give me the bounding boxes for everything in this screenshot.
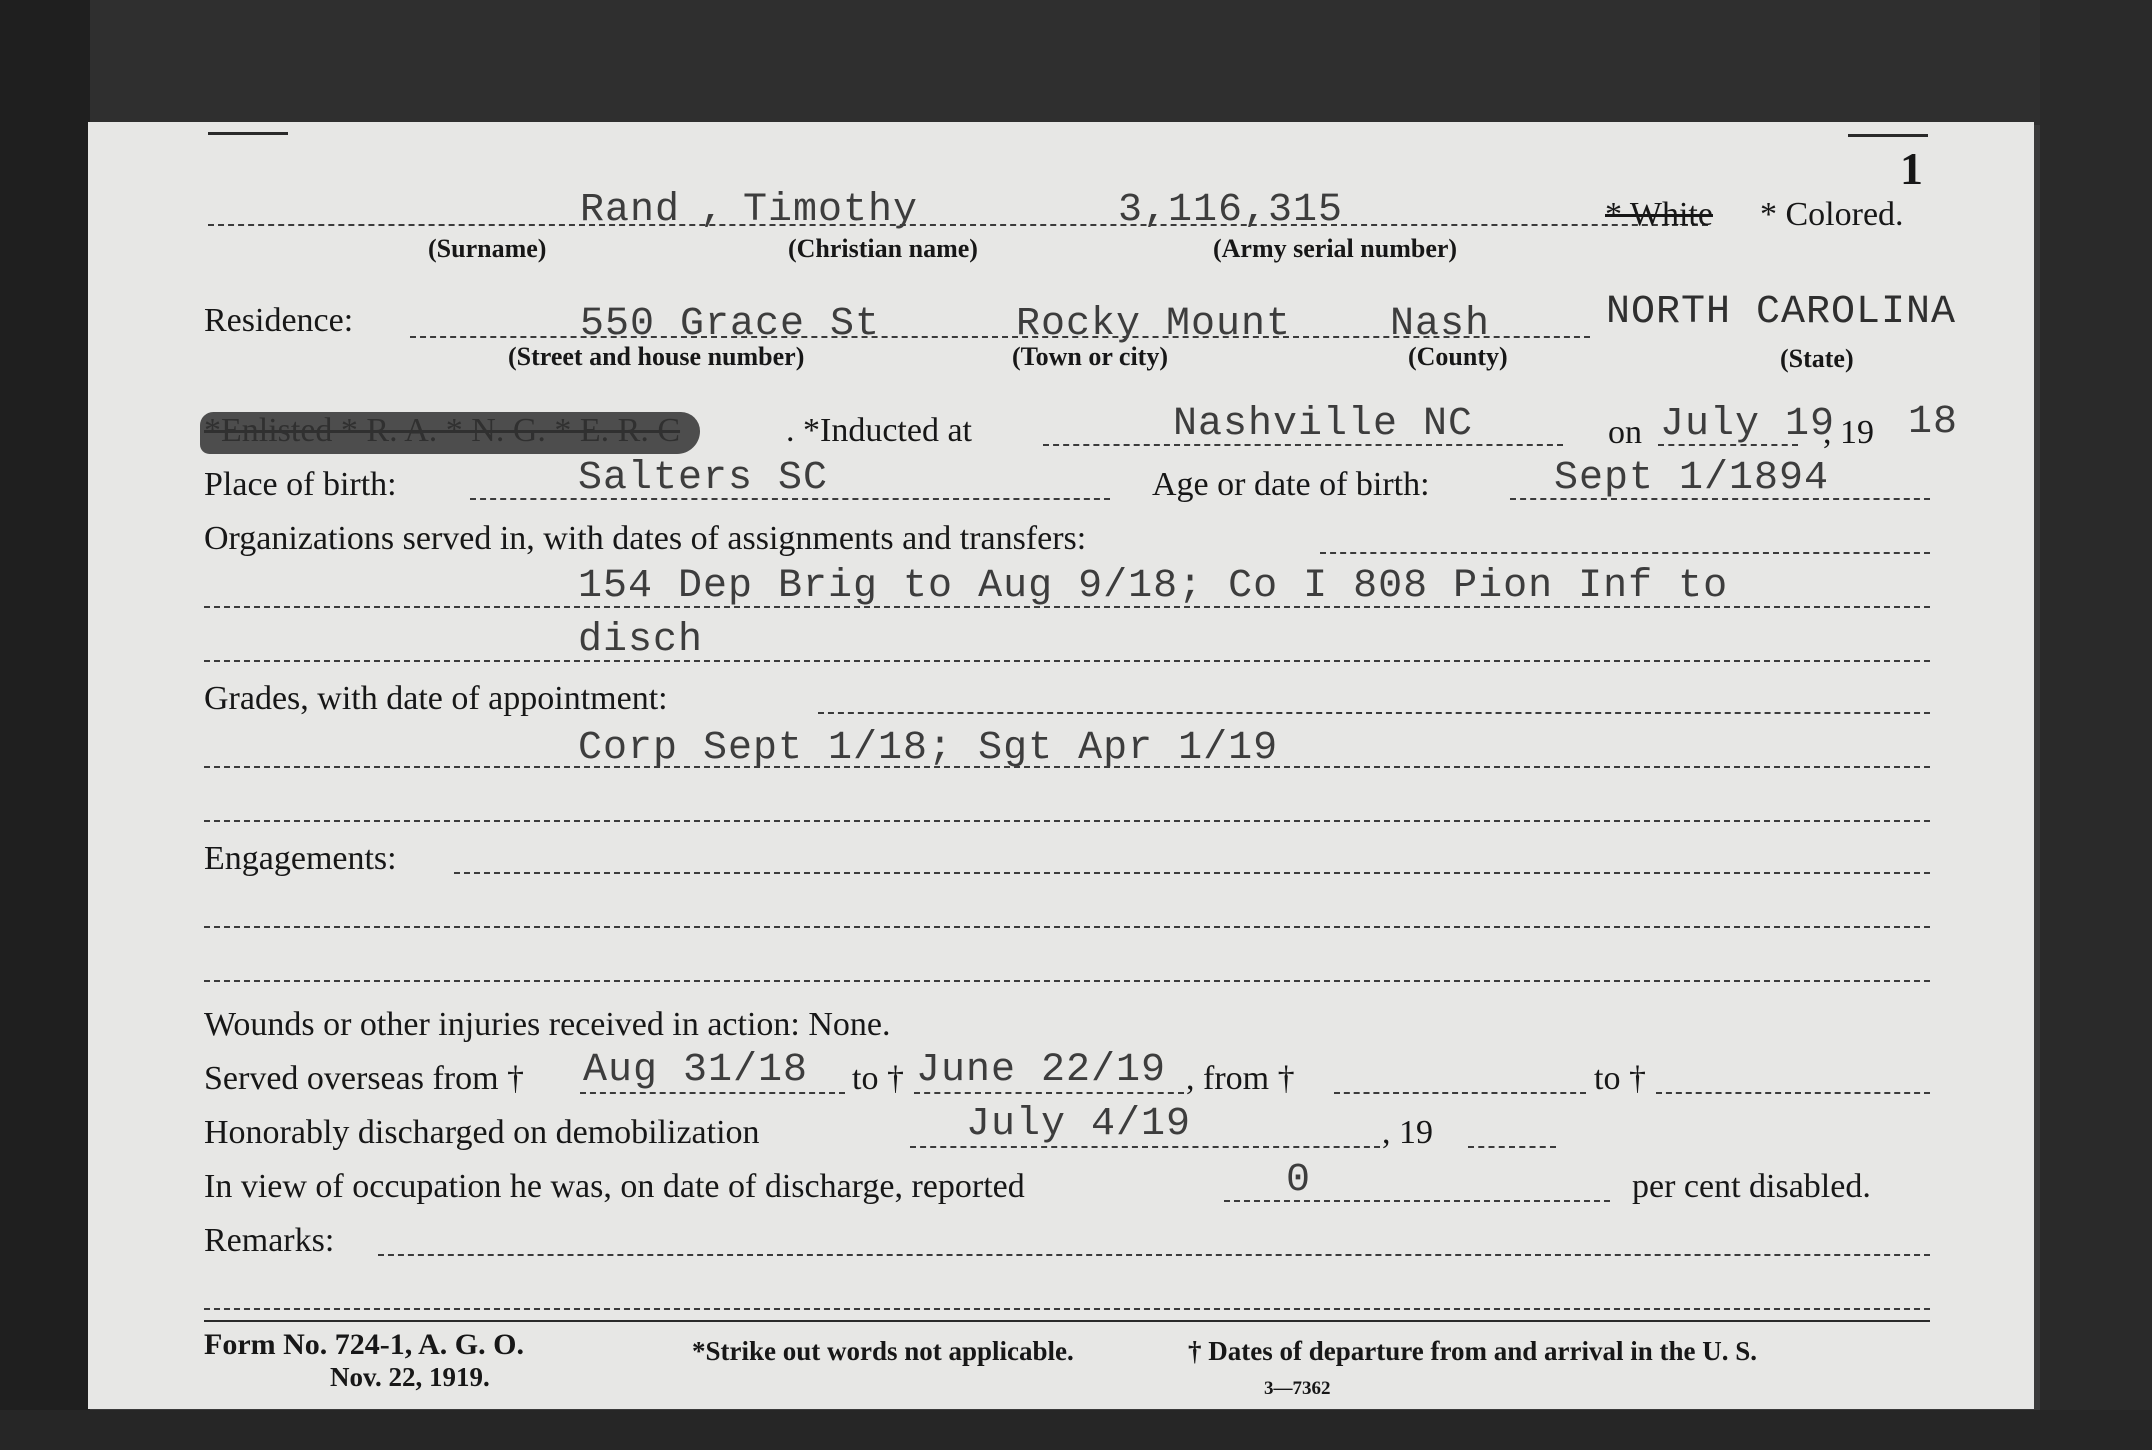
street-caption: (Street and house number) — [508, 342, 805, 371]
discharge-year-line — [1468, 1146, 1556, 1148]
serial-number-caption: (Army serial number) — [1213, 234, 1458, 263]
overseas-to-label: to † — [852, 1060, 904, 1097]
grades-line-2 — [204, 820, 1930, 822]
overseas-from2-line — [1334, 1092, 1586, 1094]
disability-line — [1224, 1200, 1610, 1202]
serial-number-value: 3,116,315 — [1118, 188, 1344, 233]
scanner-background-bottom — [0, 1410, 2152, 1450]
strike-out-note: *Strike out words not applicable. — [692, 1336, 1074, 1366]
organizations-line-2 — [204, 660, 1930, 662]
grades-text-1: Corp Sept 1/18; Sgt Apr 1/19 — [578, 726, 1279, 771]
town-value: Rocky Mount — [1016, 302, 1292, 347]
scanner-background-top — [0, 0, 2152, 125]
scanner-background-right — [2040, 0, 2152, 1450]
discharge-label: Honorably discharged on demobilization — [204, 1114, 760, 1151]
surname-comma: , — [700, 188, 726, 233]
inducted-date-value: July 19 — [1660, 402, 1836, 447]
engagements-line-0 — [454, 872, 1930, 874]
organizations-text-2: disch — [578, 618, 704, 663]
grades-line-0 — [818, 712, 1930, 714]
organizations-label: Organizations served in, with dates of assignments and transfers: — [204, 520, 1087, 557]
remarks-label: Remarks: — [204, 1222, 335, 1259]
corner-rule-right — [1848, 134, 1928, 137]
disability-label: In view of occupation he was, on date of discharge, reported — [204, 1168, 1025, 1205]
card-number: 1 — [1900, 143, 1923, 194]
discharge-year-suffix: , 19 — [1382, 1114, 1433, 1151]
inducted-at-label: . *Inducted at — [786, 412, 972, 449]
organizations-line-0 — [1320, 552, 1930, 554]
overseas-from-label: Served overseas from † — [204, 1060, 525, 1097]
surname-value: Rand — [580, 188, 681, 233]
grades-label: Grades, with date of appointment: — [204, 680, 668, 717]
overseas-from2-label: , from † — [1186, 1060, 1295, 1097]
form-number: Form No. 724-1, A. G. O. — [204, 1328, 524, 1361]
wounds-label: Wounds or other injuries received in action: None. — [204, 1006, 891, 1043]
overseas-from-value: Aug 31/18 — [583, 1048, 809, 1093]
overseas-to2-label: to † — [1594, 1060, 1646, 1097]
footer-rule — [204, 1320, 1930, 1322]
corner-rule-left — [208, 132, 288, 135]
inducted-year-prefix: , 19 — [1823, 414, 1874, 451]
on-label: on — [1608, 414, 1642, 451]
place-of-birth-value: Salters SC — [578, 456, 829, 501]
discharge-date-value: July 4/19 — [966, 1102, 1192, 1147]
christian-name-value: Timothy — [743, 188, 919, 233]
street-value: 550 Grace St — [580, 302, 881, 347]
engagements-line-1 — [204, 926, 1930, 928]
surname-caption: (Surname) — [428, 234, 547, 263]
remarks-line-0 — [378, 1254, 1930, 1256]
print-code: 3—7362 — [1264, 1378, 1331, 1399]
christian-name-caption: (Christian name) — [788, 234, 978, 263]
remarks-line-1 — [204, 1308, 1930, 1310]
state-value: NORTH CAROLINA — [1606, 290, 1957, 335]
disability-value: 0 — [1286, 1158, 1312, 1203]
name-line — [208, 224, 1708, 226]
scanner-background-left — [0, 0, 90, 1450]
disability-suffix: per cent disabled. — [1632, 1168, 1871, 1205]
state-caption: (State) — [1780, 344, 1854, 373]
engagements-line-2 — [204, 980, 1930, 982]
inducted-place-value: Nashville NC — [1173, 402, 1474, 447]
place-of-birth-label: Place of birth: — [204, 466, 397, 503]
age-label: Age or date of birth: — [1152, 466, 1430, 503]
organizations-text-1: 154 Dep Brig to Aug 9/18; Co I 808 Pion Inf to — [578, 564, 1729, 609]
overseas-to2-line — [1656, 1092, 1930, 1094]
overseas-to-value: June 22/19 — [916, 1048, 1167, 1093]
form-date: Nov. 22, 1919. — [330, 1362, 490, 1392]
county-caption: (County) — [1408, 342, 1508, 371]
town-caption: (Town or city) — [1012, 342, 1168, 371]
residence-label: Residence: — [204, 302, 354, 339]
race-white-struck: * White — [1605, 196, 1713, 233]
age-value: Sept 1/1894 — [1554, 456, 1830, 501]
redaction-blot — [200, 412, 700, 454]
race-colored: * Colored. — [1760, 196, 1904, 233]
inducted-year-value: 18 — [1908, 400, 1959, 445]
engagements-label: Engagements: — [204, 840, 397, 877]
service-record-card — [88, 122, 2034, 1409]
dates-note: † Dates of departure from and arrival in the U. S. — [1188, 1336, 1757, 1366]
county-value: Nash — [1390, 302, 1491, 347]
